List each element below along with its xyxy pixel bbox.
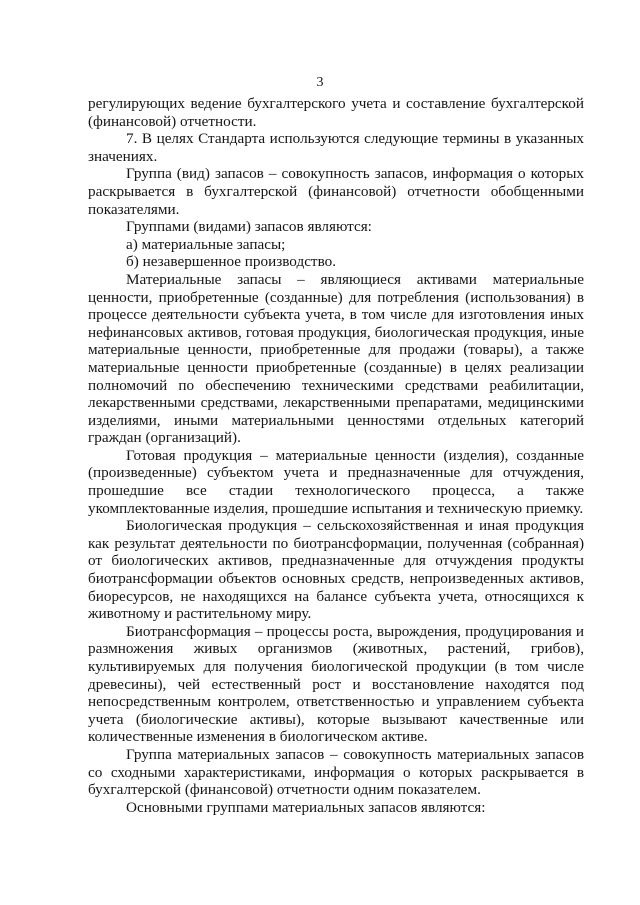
paragraph-material-inventory-group-definition: Группа материальных запасов – совокупность материальных запасов со сходными характеристиками, информация о которых раскрывается в бухгалтерской (финансовой) отчетности одним показателем. [88,745,584,799]
list-item-material-inventories: а) материальные запасы; [126,235,286,253]
paragraph-biotransformation-definition: Биотрансформация – процессы роста, вырождения, продуцирования и размножения живых организмов (животных, растений, грибов), культивируемых для получения биологической продукции (в том числе древесины), чей естественный рост и восстановление находятся под непосредственным контролем, ответственностью и управлением субъекта учета (биологические активы), которые вызывают качественные или количественные изменения в биологическом активе. [88,622,584,746]
paragraph-clause-7: 7. В целях Стандарта используются следующие термины в указанных значениях. [88,130,584,165]
paragraph-finished-goods-definition: Готовая продукция – материальные ценности (изделия), созданные (произведенные) субъектом учета и предназначенные для отчуждения, прошедшие все стадии технологического процесса, а также укомплектованные изделия, прошедшие испытания и техническую приемку. [88,446,584,517]
list-item-work-in-progress: б) незавершенное производство. [126,253,337,271]
paragraph-biological-produce-definition: Биологическая продукция – сельскохозяйственная и иная продукция как результат деятельности по биотрансформации, полученная (собранная) от биологических активов, предназначенные для отчуждения продукты биотрансформации объектов основных средств, непроизведенных активов, биоресурсов, не находящихся на балансе субъекта учета, относящихся к животному и растительному миру. [88,517,584,623]
page-number: 3 [316,75,324,90]
document-body [88,95,584,816]
paragraph-material-inventories-definition: Материальные запасы – являющиеся активами материальные ценности, приобретенные (созданные) для потребления (использования) в процессе деятельности субъекта учета, в том числе для изготовления иных нефинансовых активов, готовая продукция, биологическая продукция, иные материальные ценности, приобретенные для продажи (товары), а также материальные ценности приобретенные (созданные) в целях реализации полномочий по обеспечению техническими средствами реабилитации, лекарственными средствами, лекарственными препаратами, медицинскими изделиями, иными материальными ценностями отдельных категорий граждан (организаций). [88,270,584,447]
paragraph-inventory-group-definition: Группа (вид) запасов – совокупность запасов, информация о которых раскрывается в бухгалтерской (финансовой) отчетности обобщенными показателями. [88,165,584,218]
paragraph-continuation: регулирующих ведение бухгалтерского учета и составление бухгалтерской (финансовой) отчетности. [88,95,584,130]
paragraph-inventory-groups-intro: Группами (видами) запасов являются: [126,218,372,236]
paragraph-main-groups-intro: Основными группами материальных запасов являются: [126,798,486,816]
